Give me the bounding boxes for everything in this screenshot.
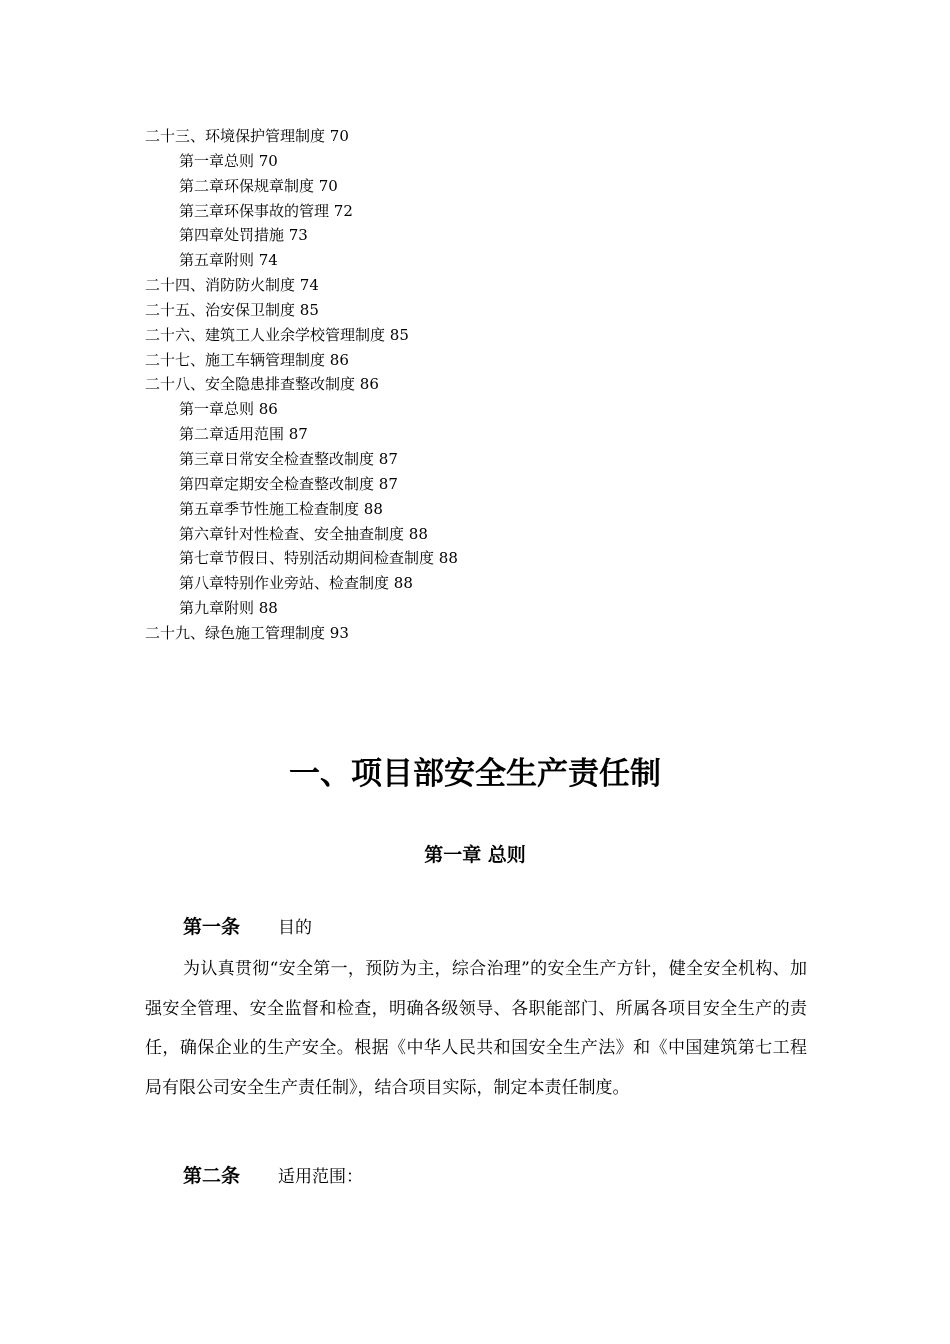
toc-item[interactable]: 二十六、建筑工人业余学校管理制度 85 [145, 325, 409, 344]
toc-item[interactable]: 二十三、环境保护管理制度 70 [145, 127, 349, 145]
chapter-title: 第一章 总则 [424, 844, 526, 866]
toc-item[interactable]: 二十五、治安保卫制度 85 [145, 300, 319, 319]
article-1-body: 为认真贯彻“安全第一，预防为主，综合治理”的安全生产方针，健全安全机构、加强安全管理、安全监督和检查，明确各级领导、各职能部门、所属各项目安全生产的责任，确保企业的生产安全。根据《中华人民共和国安全生产法》和《中国建筑第七工程局有限公司安全生产责任制》，结合项目实际，制定本责任制度。 [145, 959, 807, 1098]
toc-item[interactable]: 二十七、施工车辆管理制度 86 [145, 350, 349, 369]
article-1-label: 第一条 [183, 916, 241, 938]
toc-item[interactable]: 第三章环保事故的管理 72 [179, 201, 353, 220]
toc-item[interactable]: 第八章特别作业旁站、检查制度 88 [179, 574, 413, 593]
toc-item[interactable]: 第三章日常安全检查整改制度 87 [179, 449, 398, 468]
toc-item[interactable]: 二十八、安全隐患排查整改制度 86 [145, 375, 379, 394]
toc-item[interactable]: 第七章节假日、特别活动期间检查制度 88 [179, 549, 458, 568]
toc-item[interactable]: 二十四、消防防火制度 74 [145, 276, 319, 295]
toc-item[interactable]: 第一章总则 70 [179, 151, 278, 170]
article-2-label: 第二条 [183, 1165, 241, 1187]
article-1-title: 目的 [278, 918, 312, 938]
toc-item[interactable]: 第九章附则 88 [179, 599, 278, 618]
table-of-contents [145, 124, 745, 646]
article-1-heading [183, 912, 312, 943]
toc-item[interactable]: 二十九、绿色施工管理制度 93 [145, 623, 349, 642]
toc-item[interactable]: 第二章适用范围 87 [179, 425, 308, 444]
toc-item[interactable]: 第五章附则 74 [179, 251, 278, 270]
toc-item[interactable]: 第四章定期安全检查整改制度 87 [179, 474, 398, 493]
section-title: 一、项目部安全生产责任制 [289, 756, 661, 792]
article-2-heading [183, 1161, 363, 1192]
toc-item[interactable]: 第五章季节性施工检查制度 88 [179, 499, 383, 518]
toc-item[interactable]: 第四章处罚措施 73 [179, 226, 308, 245]
article-2-title: 适用范围： [278, 1167, 363, 1187]
toc-item[interactable]: 第二章环保规章制度 70 [179, 176, 338, 195]
toc-item[interactable]: 第一章总则 86 [179, 400, 278, 419]
toc-item[interactable]: 第六章针对性检查、安全抽查制度 88 [179, 524, 428, 543]
